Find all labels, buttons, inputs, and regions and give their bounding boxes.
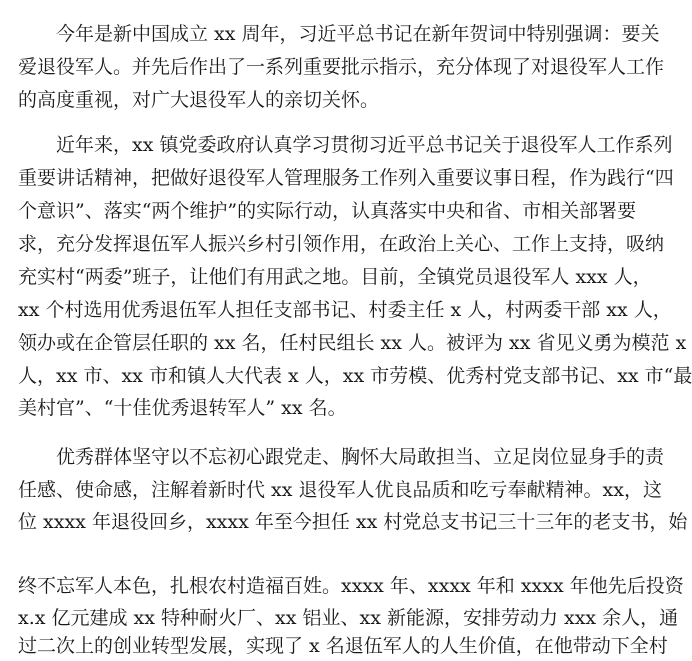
text-line: 位 xxxx 年退役回乡，xxxx 年至今担任 xx 村党总支书记三十三年的老支书，始 <box>18 511 688 533</box>
text-line: 爱退役军人。并先后作出了一系列重要批示指示，充分体现了对退役军人工作 <box>18 56 665 78</box>
text-line: 个意识”、落实“两个维护”的实际行动，认真落实中央和省、市相关部署要 <box>18 200 637 222</box>
text-line: 的高度重视，对广大退役军人的亲切关怀。 <box>18 89 380 111</box>
text-line: 充实村“两委”班子，让他们有用武之地。目前，全镇党员退役军人 xxx 人， <box>18 266 652 288</box>
text-line: 优秀群体坚守以不忘初心跟党走、胸怀大局敢担当、立足岗位显身手的责 <box>56 446 665 468</box>
text-line: 领办或在企管层任职的 xx 名，任村民组长 xx 人。被评为 xx 省见义勇为模范 x <box>18 332 687 354</box>
text-line: xx 个村选用优秀退伍军人担任支部书记、村委主任 x 人，村两委干部 xx 人， <box>18 299 672 321</box>
text-line: 近年来，xx 镇党委政府认真学习贯彻习近平总书记关于退役军人工作系列 <box>56 134 673 156</box>
text-line: 今年是新中国成立 xx 周年，习近平总书记在新年贺词中特别强调：要关 <box>56 23 660 45</box>
text-line: x.x 亿元建成 xx 特种耐火厂、xx 铝业、xx 新能源，安排劳动力 xxx 余人，通 <box>18 607 679 629</box>
text-line: 人，xx 市、xx 市和镇人大代表 x 人，xx 市劳模、优秀村党支部书记、xx 市“最 <box>18 365 692 387</box>
text-line: 重要讲话精神，把做好退役军人管理服务工作列入重要议事日程，作为践行“四 <box>18 167 674 189</box>
text-line: 求，充分发挥退伍军人振兴乡村引领作用，在政治上关心、工作上支持，吸纳 <box>18 233 665 255</box>
text-line-clipped: 过二次上的创业转型发展，实现了 x 名退伍军人的人生价值，在他带动下全村 <box>18 635 668 657</box>
text-line: 美村官”、“十佳优秀退转军人” xx 名。 <box>18 397 347 419</box>
text-line: 终不忘军人本色，扎根农村造福百姓。xxxx 年、xxxx 年和 xxxx 年他先后投资 <box>18 575 684 597</box>
text-line: 任感、使命感，注解着新时代 xx 退役军人优良品质和吃亏奉献精神。xx，这 <box>18 479 662 501</box>
page-break-gap <box>0 545 640 546</box>
